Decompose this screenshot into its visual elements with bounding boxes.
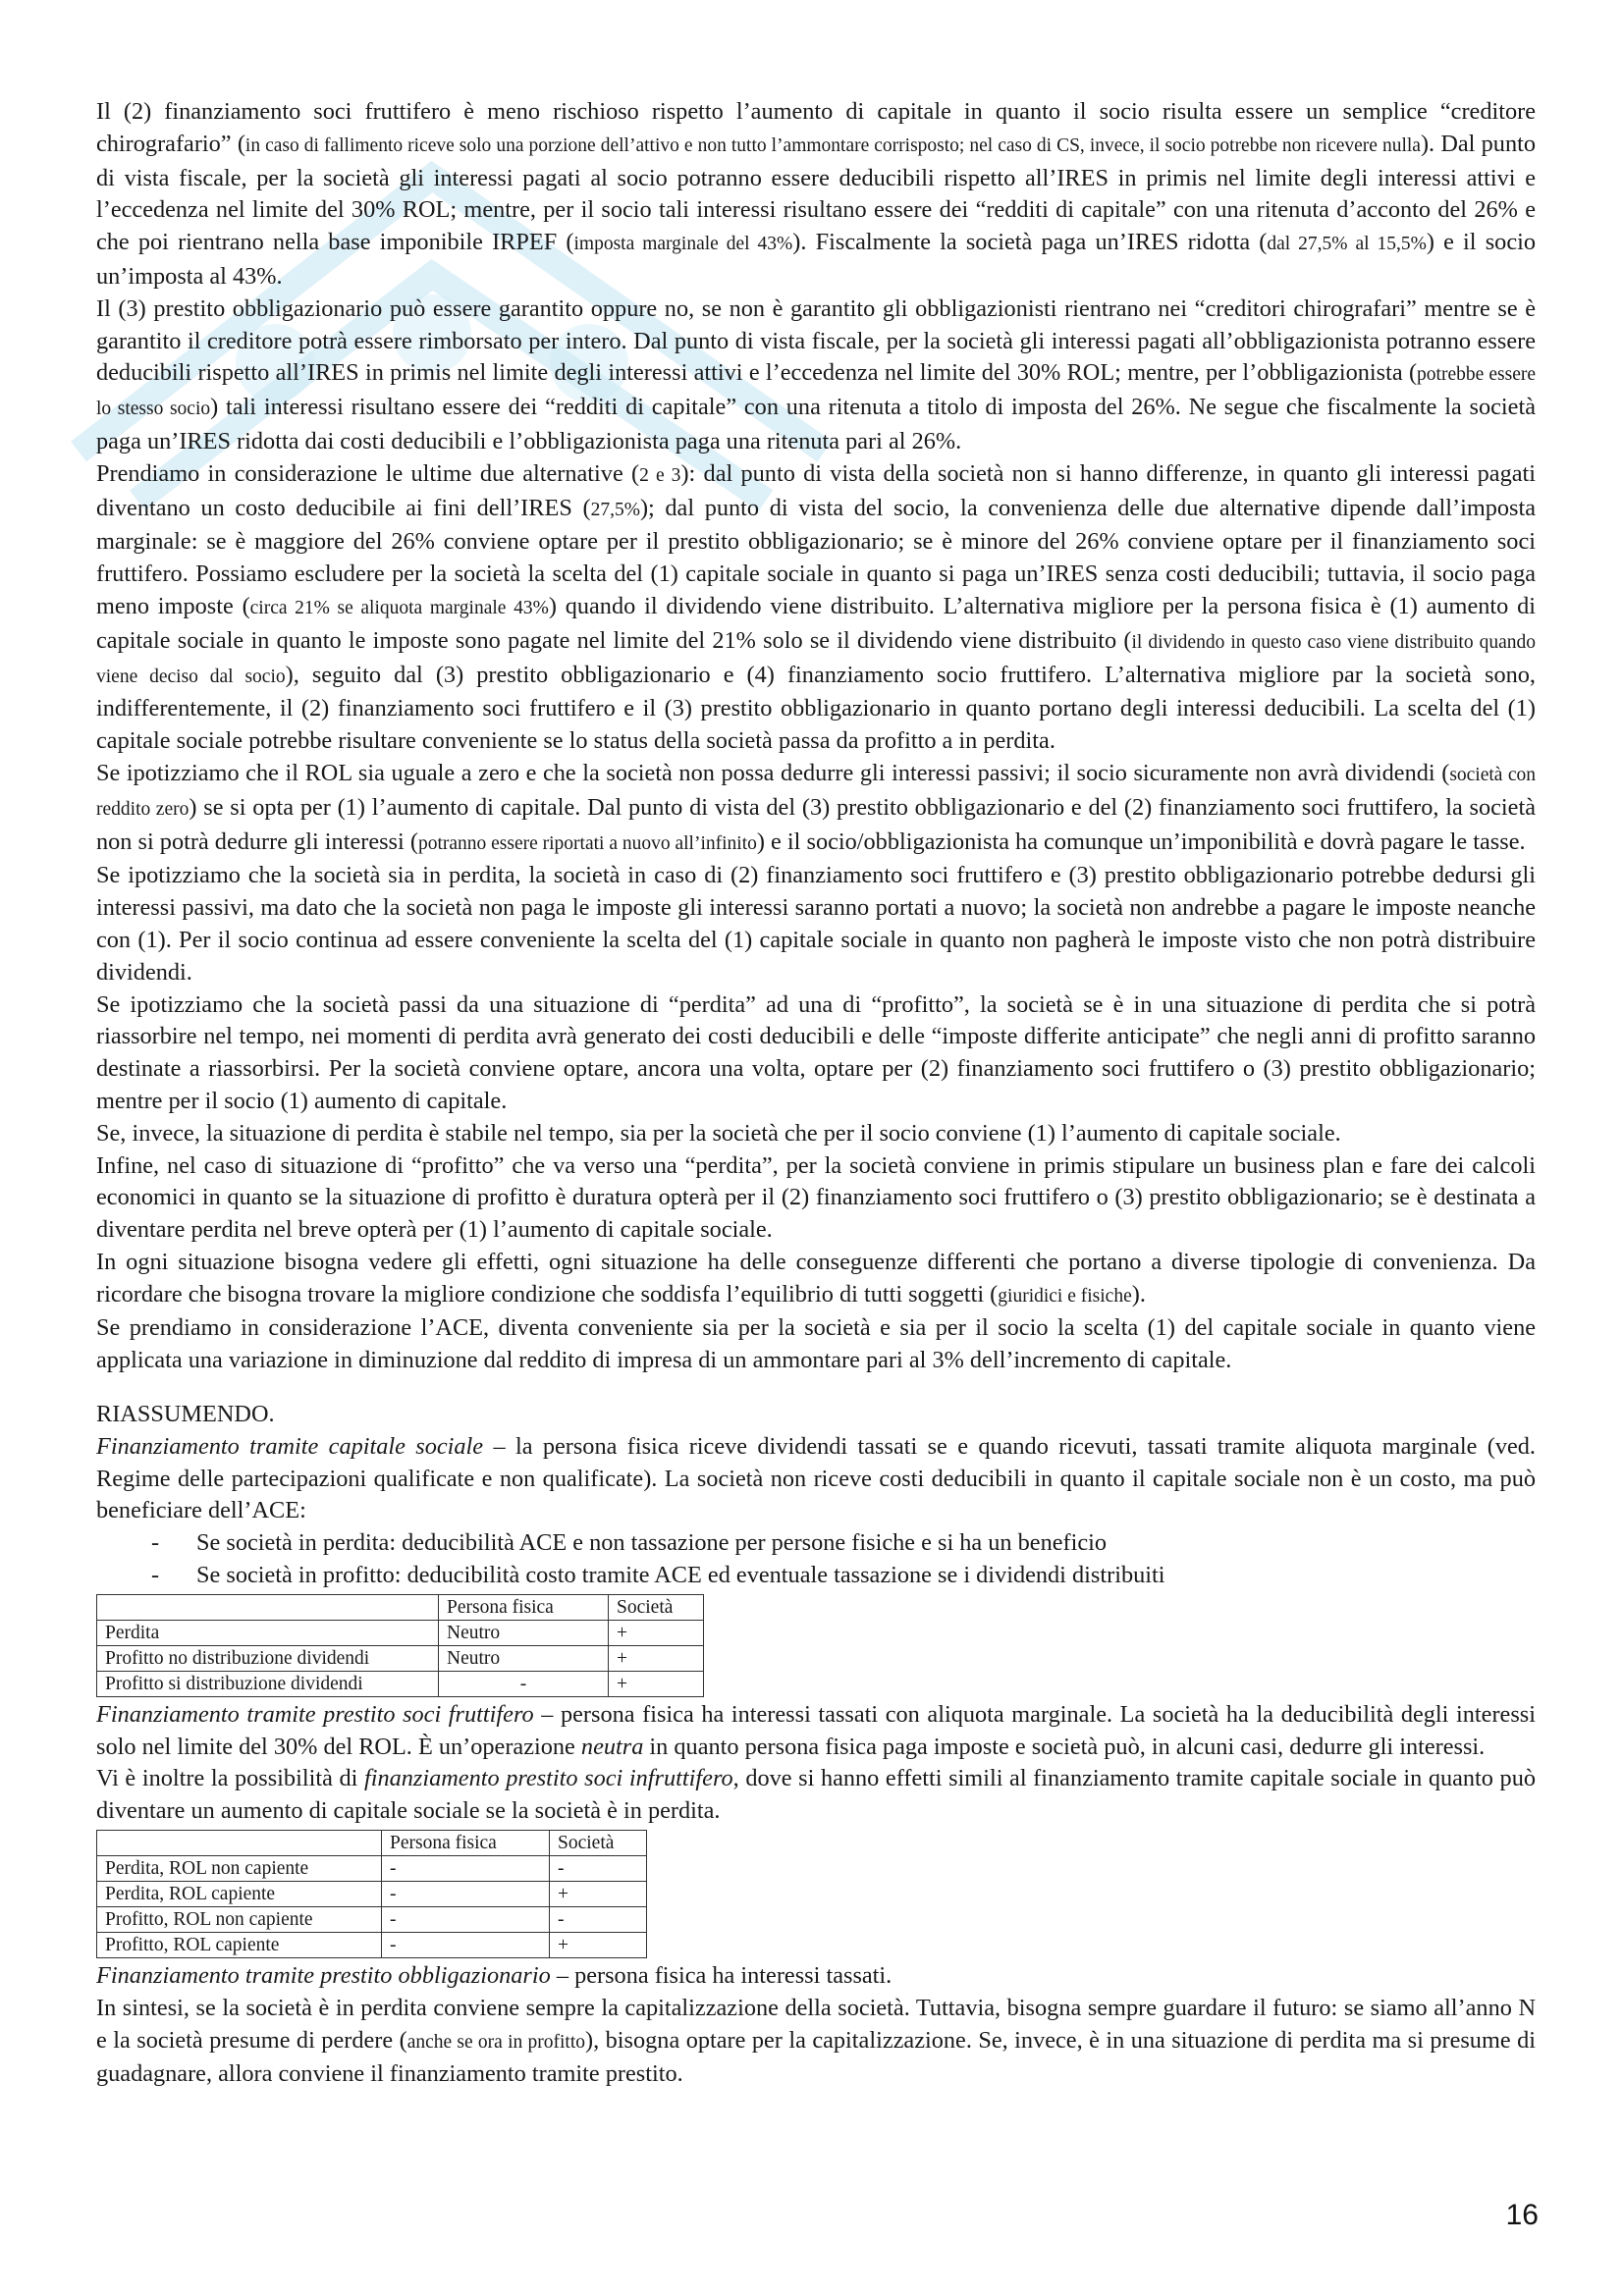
table-header-cell <box>97 1831 382 1856</box>
parenthetical-text: potrebbe essere lo stesso socio <box>96 364 1536 420</box>
table-cell: - <box>439 1671 609 1696</box>
table-cell: - <box>382 1933 550 1958</box>
paragraph <box>96 989 1536 1118</box>
table-cell: Neutro <box>439 1620 609 1645</box>
paragraph-text: ) quando il dividendo viene distribuito. L’alternativa migliore per la persona fisica è (1) aumento di capitale sociale in quanto le imposte sono pagate nel limite del 21% solo se il dividendo viene distribuito ( <box>96 592 1537 654</box>
parenthetical-text: circa 21% se aliquota marginale 43% <box>249 597 549 618</box>
table-header-row <box>97 1594 704 1620</box>
paragraph-text: Prendiamo in considerazione le ultime due alternative ( <box>96 459 640 487</box>
paragraph-text: In ogni situazione bisogna vedere gli effetti, ogni situazione ha delle conseguenze differenti che portano a diverse tipologie di convenienza. Da ricordare che bisogna trovare la migliore condizione che soddisfa l’equilibrio di tutti soggetti ( <box>96 1248 1536 1308</box>
table-cell: + <box>550 1933 647 1958</box>
table-header-cell <box>97 1594 439 1620</box>
table-cell: Perdita, ROL capiente <box>97 1882 382 1907</box>
paragraph-text: ) tali interessi risultano essere dei “redditi di capitale” con una ritenuta a titolo di imposta del 26%. Ne segue che fiscalmente la società paga un’IRES ridotta dai costi deducibili e l’obbligazionista paga una ritenuta pari al 26%. <box>96 394 1537 454</box>
capitale-sociale-paragraph <box>96 1431 1536 1527</box>
prestito-soci-paragraph: Finanziamento tramite prestito soci fruttifero – persona fisica ha interessi tassati con aliquota marginale. La società ha la deducibilità degli interessi solo nel limite del 30% del ROL. È un’operazione neutra in quanto persona fisica paga imposte e società può, in alcuni casi, dedurre gli interessi. <box>96 1700 1536 1760</box>
table-cell: - <box>382 1907 550 1933</box>
list-item: - Se società in perdita: deducibilità ACE e non tassazione per persone fisiche e si ha un beneficio <box>151 1529 1108 1557</box>
paragraph-text: ). <box>1131 1280 1146 1308</box>
paragraph-text: ). Fiscalmente la società paga un’IRES ridotta ( <box>792 229 1268 256</box>
table-header-cell: Persona fisica <box>382 1831 550 1856</box>
document-page <box>96 96 1536 2091</box>
capitale-sociale-text: – la persona fisica riceve dividendi tassati se e quando ricevuti, tassati tramite aliquota marginale (ved. Regime delle partecipazioni qualificate e non qualificate). La società non riceve costi deducibili in quanto il capitale sociale non è un costo, ma può beneficiare dell’ACE: <box>96 1432 1536 1524</box>
obbligazionario-title: Finanziamento tramite prestito obbligazionario <box>96 1962 551 1990</box>
table-row <box>97 1907 647 1933</box>
capitale-bullets <box>96 1527 1536 1592</box>
paragraph-text: ), seguito dal (3) prestito obbligazionario e (4) finanziamento socio fruttifero. L’alternativa migliore par la società sono, indifferentemente, il (2) finanziamento soci fruttifero e il (3) prestito obbligazionario in quanto portano degli interessi deducibili. La scelta del (1) capitale sociale potrebbe risultare conveniente se lo status della società passa da profitto a in perdita. <box>96 661 1537 755</box>
table-row <box>97 1645 704 1671</box>
table-cell: Neutro <box>439 1645 609 1671</box>
parenthetical-text: 27,5% <box>590 499 640 520</box>
prestito-soci-title: Finanziamento tramite prestito soci fruttifero <box>96 1700 534 1728</box>
table-cell: Profitto, ROL capiente <box>97 1933 382 1958</box>
table-header-cell: Società <box>609 1594 704 1620</box>
parenthetical-text: potranno essere riportati a nuovo all’infinito <box>417 832 757 854</box>
capitale-sociale-table <box>96 1594 704 1697</box>
table-cell: Profitto no distribuzione dividendi <box>97 1645 439 1671</box>
parenthetical-text: anche se ora in profitto <box>406 2031 586 2053</box>
table-header-cell: Società <box>550 1831 647 1856</box>
table-row <box>97 1856 647 1882</box>
paragraph-text: Se, invece, la situazione di perdita è stabile nel tempo, sia per la società che per il socio conviene (1) l’aumento di capitale sociale. <box>96 1119 1341 1147</box>
table-cell: - <box>382 1856 550 1882</box>
parenthetical-text: società con reddito zero <box>96 764 1536 820</box>
paragraph-text: ) e il socio un’imposta al 43%. <box>96 229 1537 290</box>
paragraph <box>96 1312 1536 1377</box>
table-cell: Perdita, ROL non capiente <box>97 1856 382 1882</box>
paragraph <box>96 458 1536 758</box>
table-cell: + <box>609 1671 704 1696</box>
neutra-emphasis: neutra <box>580 1733 644 1760</box>
table-row <box>97 1933 647 1958</box>
paragraph-text: Il (2) finanziamento soci fruttifero è meno rischioso rispetto l’aumento di capitale in quanto il socio risulta essere un semplice “creditore chirografario” ( <box>96 98 1536 157</box>
table-cell: Perdita <box>97 1620 439 1645</box>
table-cell: - <box>550 1907 647 1933</box>
paragraph <box>96 1118 1536 1150</box>
paragraph <box>96 1150 1536 1247</box>
infruttifero-title: finanziamento prestito soci infruttifero <box>363 1765 733 1792</box>
table-cell: - <box>550 1856 647 1882</box>
paragraph <box>96 1247 1536 1313</box>
paragraph-text: Infine, nel caso di situazione di “profitto” che va verso una “perdita”, per la società conviene in primis stipulare un business plan e fare dei calcoli economici in quanto se la situazione di profitto è duratura opterà per il (2) finanziamento soci fruttifero o (3) prestito obbligazionario; se è destinata a diventare perdita nel breve opterà per (1) l’aumento di capitale sociale. <box>96 1151 1536 1244</box>
paragraph-text: Se prendiamo in considerazione l’ACE, diventa conveniente sia per la società e sia per il socio la scelta (1) del capitale sociale in quanto viene applicata una variazione in diminuzione dal reddito di impresa di un ammontare pari al 3% dell’incremento di capitale. <box>96 1314 1536 1374</box>
paragraph-text: In sintesi, se la società è in perdita conviene sempre la capitalizzazione della società. Tuttavia, bisogna sempre guardare il futuro: se siamo all’anno N e la società presume di perdere ( <box>96 1994 1536 2054</box>
table-header-row <box>97 1831 647 1856</box>
paragraph-text: Se ipotizziamo che la società passi da una situazione di “perdita” ad una di “profitto”, la società se è in una situazione di perdita che si potrà riassorbire nel tempo, nei momenti di perdita avrà generato dei costi deducibili e delle “imposte differite anticipate” che negli anni di profitto saranno destinate a riassorbirsi. Per la società conviene optare, ancora una volta, optare per (2) finanziamento soci fruttifero o (3) prestito obbligazionario; mentre per il socio (1) aumento di capitale. <box>96 990 1536 1114</box>
paragraph <box>96 96 1536 294</box>
parenthetical-text: in caso di fallimento riceve solo una porzione dell’attivo e non tutto l’ammontare corrisposto; nel caso di CS, invece, il socio potrebbe non ricevere nulla <box>244 134 1421 156</box>
paragraph <box>96 860 1536 988</box>
parenthetical-text: giuridici e fisiche <box>998 1285 1132 1307</box>
table-cell: + <box>609 1645 704 1671</box>
paragraph-text: ) e il socio/obbligazionista ha comunque un’imponibilità e dovrà pagare le tasse. <box>756 828 1526 855</box>
summary-heading: RIASSUMENDO. <box>96 1401 275 1428</box>
paragraph-text: ). Dal punto di vista fiscale, per la società gli interessi pagati al socio potranno essere deducibili rispetto all’IRES in primis nel limite degli interessi attivi e l’eccedenza nel limite del 30% ROL; mentre, per il socio tali interessi risultano essere dei “redditi di capitale” con una ritenuta d’acconto del 26% e che poi rientrano nella base imponibile IRPEF ( <box>96 130 1536 256</box>
table-cell: Profitto, ROL non capiente <box>97 1907 382 1933</box>
table-header-cell: Persona fisica <box>439 1594 609 1620</box>
paragraph-text: ), bisogna optare per la capitalizzazione. Se, invece, è in una situazione di perdita ma si presume di guadagnare, allora conviene il finanziamento tramite prestito. <box>96 2026 1537 2088</box>
table-row <box>97 1882 647 1907</box>
table-cell: - <box>382 1882 550 1907</box>
capitale-sociale-title: Finanziamento tramite capitale sociale <box>96 1432 484 1460</box>
table-row <box>97 1671 704 1696</box>
paragraph-text: Se ipotizziamo che la società sia in perdita, la società in caso di (2) finanziamento soci fruttifero e (3) prestito obbligazionario potrebbe dedursi gli interessi passivi, ma dato che la società non paga le imposte gli interessi saranno portati a nuovo; la società non andrebbe a pagare le imposte neanche con (1). Per il socio continua ad essere conveniente la scelta del (1) capitale sociale in quanto non pagherà le imposte visto che non potrà distribuire dividendi. <box>96 862 1536 986</box>
parenthetical-text: imposta marginale del 43% <box>573 234 793 255</box>
paragraph <box>96 294 1536 458</box>
parenthetical-text: dal 27,5% al 15,5% <box>1267 234 1427 255</box>
table-cell: + <box>609 1620 704 1645</box>
final-paragraph <box>96 1993 1536 2091</box>
page-number: 16 <box>1505 2199 1539 2231</box>
list-item: - Se società in profitto: deducibilità costo tramite ACE ed eventuale tassazione se i dividendi distribuiti <box>151 1562 1165 1589</box>
obbligazionario-paragraph: Finanziamento tramite prestito obbligazionario – persona fisica ha interessi tassati. <box>96 1962 893 1990</box>
parenthetical-text: 2 e 3 <box>639 464 681 486</box>
table-row <box>97 1620 704 1645</box>
infruttifero-paragraph: Vi è inoltre la possibilità di finanziamento prestito soci infruttifero, dove si hanno effetti simili al finanziamento tramite capitale sociale in quanto può diventare un aumento di capitale sociale se la società è in perdita. <box>96 1765 1536 1825</box>
paragraph <box>96 758 1536 860</box>
paragraph-text: ): dal punto di vista della società non si hanno differenze, in quanto gli interessi pagati diventano un costo deducibile ai fini dell’IRES ( <box>96 459 1537 521</box>
paragraph-text: ); dal punto di vista del socio, la convenienza delle due alternative dipende dall’imposta marginale: se è maggiore del 26% conviene optare per il prestito obbligazionario; se è minore del 26% conviene optare per il finanziamento soci fruttifero. Possiamo escludere per la società la scelta del (1) capitale sociale in quanto si paga un’IRES senza costi deducibili; tuttavia, il socio paga meno imposte ( <box>96 494 1537 619</box>
paragraph-text: ) se si opta per (1) l’aumento di capitale. Dal punto di vista del (3) prestito obbligazionario e del (2) finanziamento soci fruttifero, la società non si potrà dedurre gli interessi ( <box>96 793 1536 855</box>
paragraph-text: Il (3) prestito obbligazionario può essere garantito oppure no, se non è garantito gli obbligazionisti rientrano nei “creditori chirografari” mentre se è garantito il creditore potrà essere rimborsato per intero. Dal punto di vista fiscale, per la società gli interessi pagati all’obbligazionista potranno essere deducibili rispetto all’IRES in primis nel limite degli interessi attivi e l’eccedenza nel limite del 30% ROL; mentre, per l’obbligazionista ( <box>96 294 1536 387</box>
table-cell: Profitto si distribuzione dividendi <box>97 1671 439 1696</box>
paragraph-text: Se ipotizziamo che il ROL sia uguale a zero e che la società non possa dedurre gli interessi passivi; il socio sicuramente non avrà dividendi ( <box>96 759 1450 786</box>
prestito-soci-table <box>96 1830 647 1958</box>
parenthetical-text: il dividendo in questo caso viene distribuito quando viene deciso dal socio <box>96 631 1537 687</box>
table-cell: + <box>550 1882 647 1907</box>
